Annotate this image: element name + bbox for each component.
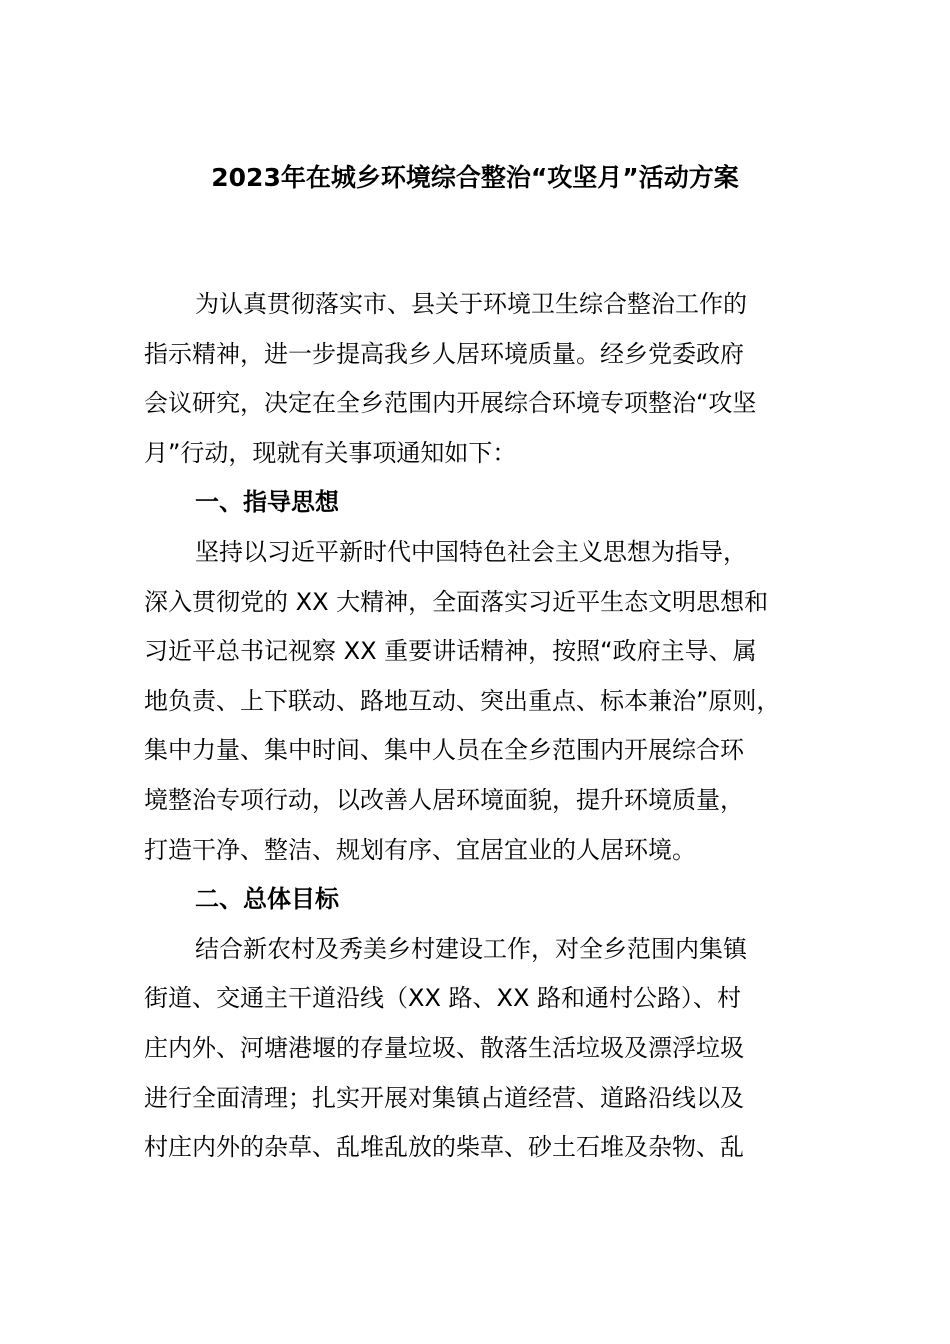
paragraph-line: 坚持以习近平新时代中国特色社会主义思想为指导，	[195, 537, 747, 566]
paragraph-line: 庄内外、河塘港堰的存量垃圾、散落生活垃圾及漂浮垃圾	[144, 1033, 744, 1062]
paragraph-line: 月”行动，现就有关事项通知如下：	[144, 438, 517, 467]
paragraph-line: 打造干净、整洁、规划有序、宜居宜业的人居环境。	[144, 835, 696, 864]
section-heading: 一、指导思想	[195, 488, 339, 517]
document-body	[144, 280, 824, 1173]
paragraph-line: 习近平总书记视察 XX 重要讲话精神，按照“政府主导、属	[144, 637, 757, 666]
paragraph-line: 地负责、上下联动、路地互动、突出重点、标本兼治”原则，	[144, 686, 781, 715]
paragraph-line: 村庄内外的杂草、乱堆乱放的柴草、砂土石堆及杂物、乱	[144, 1133, 744, 1162]
paragraph-line: 街道、交通主干道沿线（XX 路、XX 路和通村公路）、村	[144, 984, 742, 1013]
paragraph-line: 深入贯彻党的 XX 大精神，全面落实习近平生态文明思想和	[144, 587, 769, 616]
paragraph-line: 进行全面清理；扎实开展对集镇占道经营、道路沿线以及	[144, 1083, 744, 1112]
section-heading: 二、总体目标	[195, 885, 339, 914]
paragraph-line: 境整治专项行动，以改善人居环境面貌，提升环境质量，	[144, 785, 744, 814]
paragraph-line: 为认真贯彻落实市、县关于环境卫生综合整治工作的	[195, 290, 747, 318]
document-title: 2023年在城乡环境综合整治“攻坚月”活动方案	[211, 163, 739, 192]
paragraph-line: 结合新农村及秀美乡村建设工作，对全乡范围内集镇	[195, 934, 747, 963]
paragraph-line: 集中力量、集中时间、集中人员在全乡范围内开展综合环	[144, 736, 744, 765]
paragraph-line: 会议研究，决定在全乡范围内开展综合环境专项整治“攻坚	[144, 389, 757, 418]
paragraph-line: 指示精神，进一步提高我乡人居环境质量。经乡党委政府	[144, 339, 744, 368]
